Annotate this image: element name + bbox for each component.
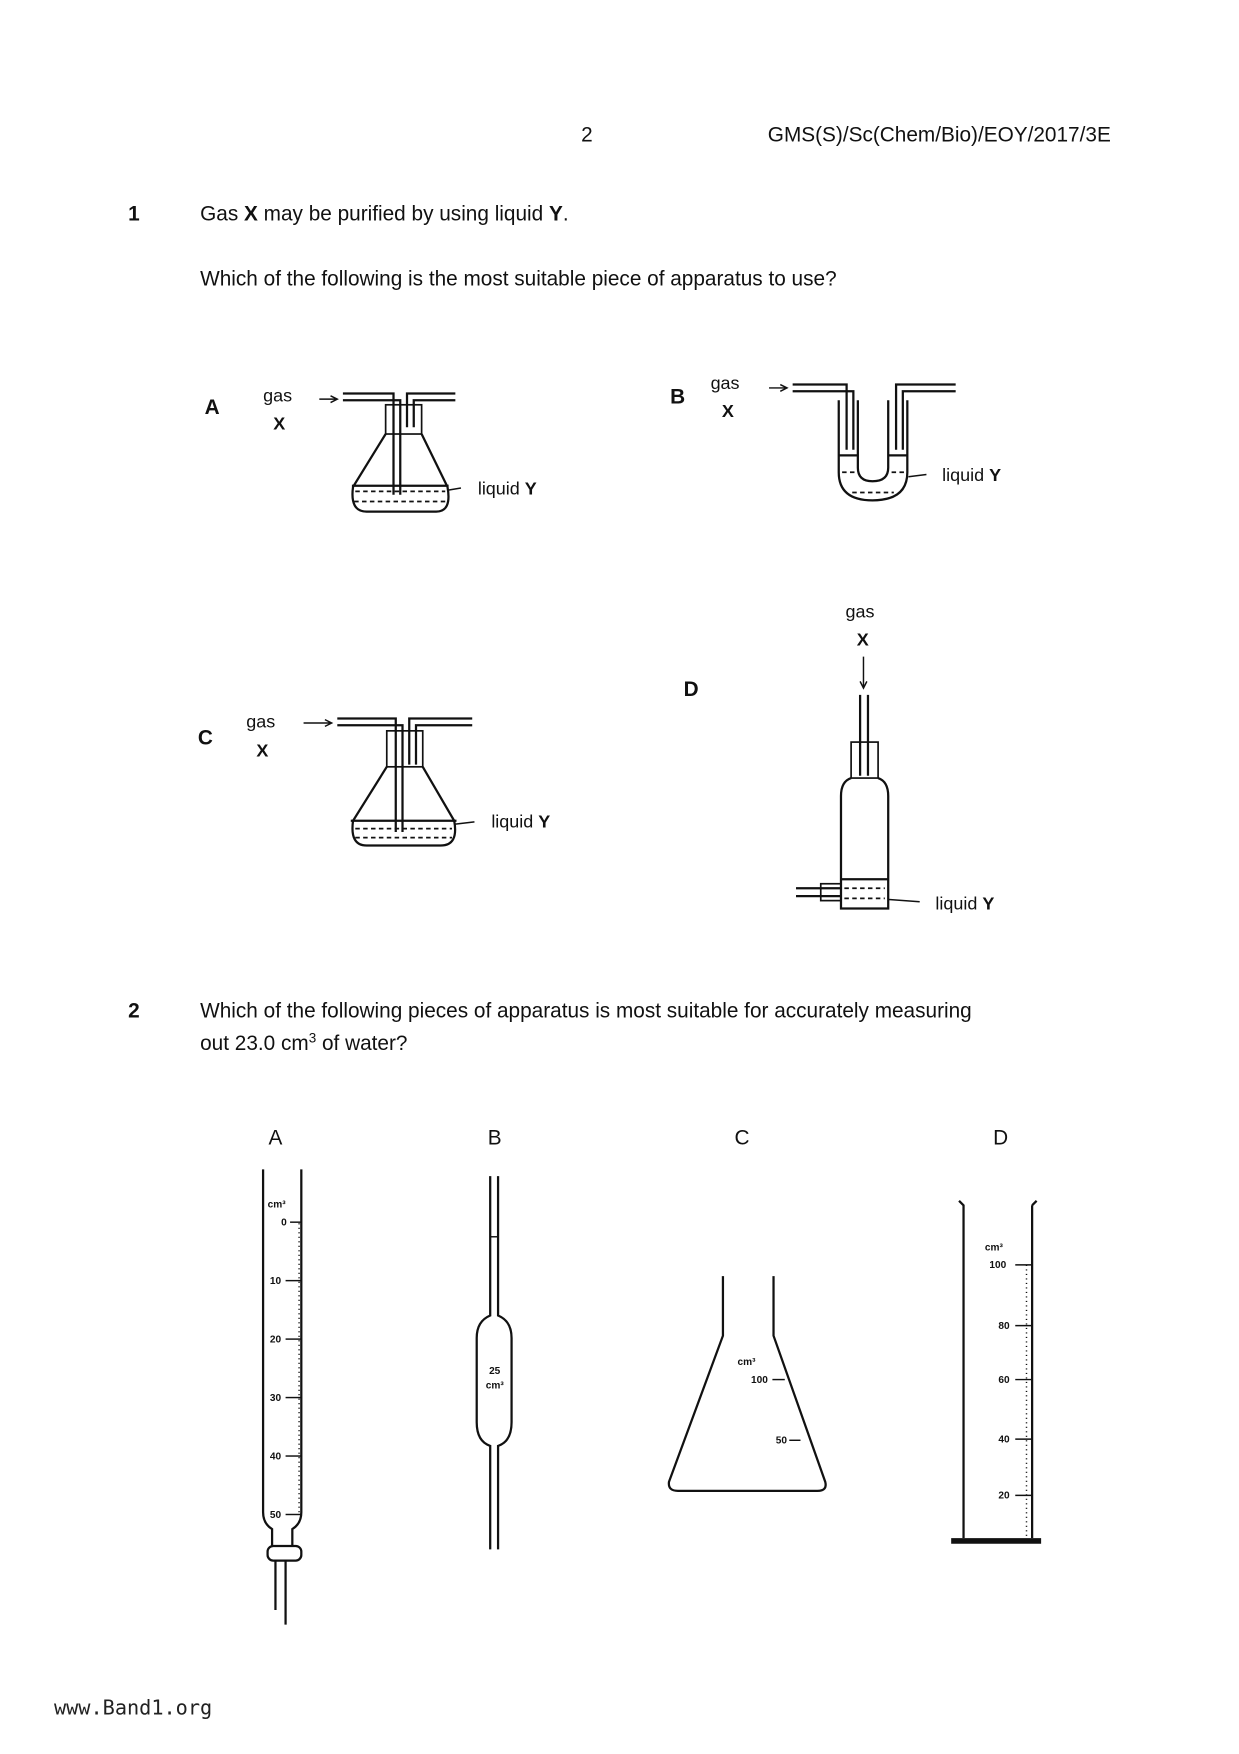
q1-option-b <box>670 373 1001 500</box>
svg-text:0: 0 <box>281 1217 287 1229</box>
question-2-line-2: out 23.0 $cm^3$ of water? <box>200 1030 408 1056</box>
gas-label: gas <box>263 385 293 406</box>
paper-code: GMS(S)/Sc(Chem/Bio)/EOY/2017/3E <box>767 123 1111 147</box>
option-letter: B <box>670 385 686 409</box>
page-number: 2 <box>581 123 593 147</box>
svg-text:60: 60 <box>998 1374 1010 1386</box>
q2-option-b-pipette <box>477 1127 512 1550</box>
u-tube-diagram <box>769 385 956 501</box>
option-letter: C <box>197 726 213 750</box>
liquid-label: liquid Y <box>477 478 537 499</box>
option-letter: D <box>683 677 699 701</box>
svg-text:80: 80 <box>998 1320 1010 1332</box>
svg-text:50: 50 <box>269 1509 282 1521</box>
liquid-label: liquid Y <box>935 893 995 914</box>
svg-text:100: 100 <box>751 1374 768 1386</box>
svg-text:20: 20 <box>269 1334 282 1346</box>
scale-unit: cm³ <box>737 1356 756 1368</box>
gas-symbol: X <box>256 740 269 761</box>
svg-text:50: 50 <box>775 1435 788 1447</box>
conical-flask-diagram <box>319 394 461 512</box>
gas-symbol: X <box>721 401 734 422</box>
gas-label: gas <box>845 601 875 622</box>
question-1-prompt: Which of the following is the most suitable piece of apparatus to use? <box>200 267 837 291</box>
q1-option-d <box>684 601 995 913</box>
option-letter: C <box>734 1126 750 1150</box>
footer-watermark: www.Band1.org <box>53 1695 213 1720</box>
option-letter: A <box>268 1126 283 1150</box>
question-2-number: 2 <box>128 999 140 1023</box>
conical-flask-diagram <box>304 718 475 845</box>
q2-option-d-measuring-cylinder <box>951 1127 1041 1544</box>
q2-option-c-conical-flask <box>669 1127 826 1491</box>
svg-text:10: 10 <box>269 1276 282 1288</box>
svg-text:40: 40 <box>269 1451 282 1463</box>
svg-text:30: 30 <box>269 1392 282 1404</box>
option-letter: A <box>204 395 220 419</box>
option-letter: D <box>993 1126 1009 1150</box>
q1-option-a <box>205 385 537 511</box>
pipette-unit: cm³ <box>485 1380 504 1392</box>
svg-text:20: 20 <box>998 1490 1010 1502</box>
svg-text:100: 100 <box>989 1260 1007 1272</box>
option-letter: B <box>487 1126 502 1150</box>
gas-symbol: X <box>273 413 286 434</box>
question-1-number: 1 <box>128 202 140 226</box>
scale-unit: cm³ <box>984 1242 1003 1254</box>
svg-text:40: 40 <box>998 1434 1010 1446</box>
gas-label: gas <box>710 373 740 394</box>
q1-option-c <box>198 711 550 845</box>
pipette-volume: 25 <box>489 1365 501 1377</box>
scale-unit: cm³ <box>267 1199 286 1211</box>
q2-option-a-burette <box>263 1127 301 1625</box>
burette-scale <box>270 1218 301 1521</box>
liquid-label: liquid Y <box>942 465 1002 486</box>
liquid-label: liquid Y <box>491 811 551 832</box>
question-1-stem: Gas X may be purified by using liquid Y. <box>200 202 569 226</box>
question-2-line-1: Which of the following pieces of apparatus is most suitable for accurately measuring <box>200 999 972 1023</box>
gas-symbol: X <box>856 629 869 650</box>
gas-label: gas <box>246 711 276 732</box>
gas-bottle-diagram <box>796 657 920 909</box>
